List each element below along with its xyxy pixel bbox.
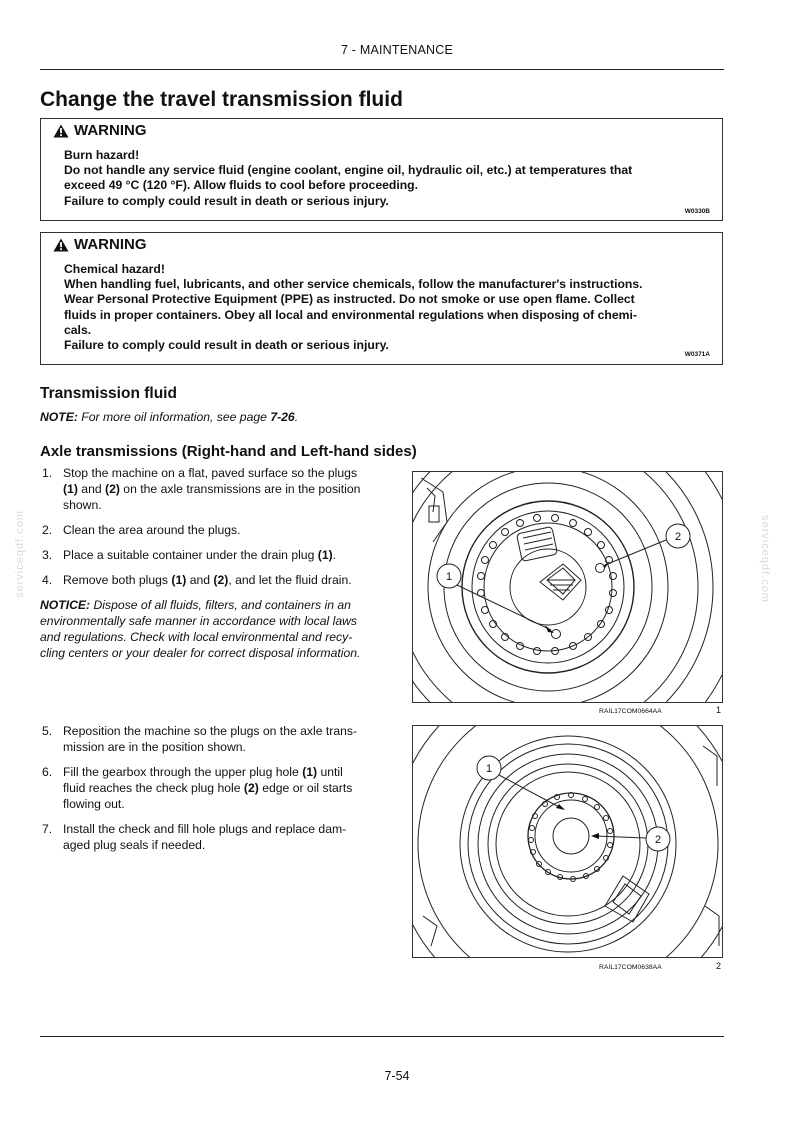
step-text: Fill the gearbox through the upper plug hole	[63, 765, 303, 779]
step-line	[63, 780, 384, 796]
step-7	[40, 821, 384, 853]
figure-1-illustration	[412, 471, 723, 703]
figure-callout: 2	[654, 834, 662, 846]
step-line: Reposition the machine so the plugs on the axle trans-	[63, 724, 358, 738]
warning-line: exceed 49 °C (120 °F). Allow fluids to cool before proceeding.	[64, 178, 419, 193]
step-2	[40, 522, 384, 538]
page-number: 7-54	[384, 1069, 410, 1083]
warning-text	[64, 148, 700, 209]
figure-code: RAIL17COM0664AA	[599, 708, 662, 715]
step-line: Stop the machine on a flat, paved surface so the plugs	[63, 466, 358, 480]
warning-heading	[53, 236, 147, 253]
warning-box-chemical	[40, 232, 723, 365]
header-rule	[40, 69, 724, 70]
step-3	[40, 547, 384, 563]
subsection-heading: Axle transmissions (Right-hand and Left-hand sides)	[40, 443, 417, 460]
step-line: shown.	[63, 498, 102, 512]
step-number: 5.	[42, 724, 53, 738]
warning-heading-text: WARNING	[74, 122, 147, 139]
warning-line: Do not handle any service fluid (engine coolant, engine oil, hydraulic oil, etc.) at temperatures that	[64, 163, 633, 178]
section-heading: Transmission fluid	[40, 385, 177, 402]
warning-line: When handling fuel, lubricants, and other service chemicals, follow the manufacturer's instructions.	[64, 277, 643, 292]
warning-line: fluids in proper containers. Obey all local and environmental regulations when disposing of chemi-	[64, 307, 637, 322]
notice-text: Dispose of all fluids, filters, and containers in an	[90, 598, 351, 612]
page-title: Change the travel transmission fluid	[40, 88, 403, 111]
plug-ref: (1)	[63, 482, 78, 496]
note-text: For more oil information, see page	[77, 410, 271, 424]
warning-line: Wear Personal Protective Equipment (PPE) as instructed. Do not smoke or use open flame. Collect	[64, 292, 635, 307]
footer-rule	[40, 1036, 724, 1037]
notice-label: NOTICE:	[40, 598, 91, 612]
note-page-link[interactable]: 7-26	[270, 410, 295, 424]
step-line: mission are in the position shown.	[63, 740, 246, 754]
plug-ref: (1)	[317, 548, 333, 562]
figure-number: 2	[716, 961, 722, 971]
step-line: Install the check and fill hole plugs and replace dam-	[63, 822, 347, 836]
figure-callout: 2	[674, 531, 682, 543]
step-text: edge or oil starts	[258, 781, 353, 795]
figure-callout: 1	[445, 571, 453, 583]
notice-line: environmentally safe manner in accordance with local laws	[40, 614, 358, 628]
step-line	[63, 481, 384, 497]
warning-code: W0371A	[684, 351, 710, 358]
step-number: 3.	[42, 548, 53, 562]
wheel-hub-drawing	[413, 472, 722, 702]
notice	[40, 597, 384, 661]
wheel-hub-drawing	[413, 726, 722, 957]
figure-2-illustration	[412, 725, 723, 958]
notice-line: cling centers or your dealer for correct disposal information.	[40, 646, 361, 660]
warning-code: W0330B	[684, 208, 710, 215]
step-line: Clean the area around the plugs.	[63, 523, 241, 537]
note-end: .	[294, 410, 299, 424]
notice-line	[40, 597, 384, 613]
warning-box-burn	[40, 118, 723, 221]
step-text: and	[77, 482, 106, 496]
notice-line: and regulations. Check with local environmental and recy-	[40, 630, 353, 644]
warning-heading	[53, 122, 147, 139]
step-number: 7.	[42, 822, 53, 836]
step-5	[40, 723, 384, 755]
warning-line: Failure to comply could result in death or serious injury.	[64, 193, 389, 208]
step-number: 1.	[42, 466, 53, 480]
plug-ref: (2)	[213, 573, 229, 587]
steps-list-a	[40, 465, 384, 661]
warning-line: Chemical hazard!	[64, 262, 165, 276]
step-line	[63, 572, 384, 588]
warning-triangle-icon	[53, 124, 69, 138]
figure-code: RAIL17COM0638AA	[599, 964, 662, 971]
warning-line: Burn hazard!	[64, 148, 140, 162]
note-label: NOTE:	[40, 410, 78, 424]
step-text: and	[186, 573, 214, 587]
watermark-left: serviceqdf.com	[14, 510, 26, 598]
step-line: aged plug seals if needed.	[63, 838, 206, 852]
step-text: Place a suitable container under the drain plug	[63, 548, 318, 562]
warning-line: Failure to comply could result in death or serious injury.	[64, 338, 389, 353]
step-line: flowing out.	[63, 797, 125, 811]
step-4	[40, 572, 384, 588]
warning-triangle-icon	[53, 238, 69, 252]
step-line	[63, 547, 384, 563]
plug-ref: (2)	[105, 482, 120, 496]
step-text: until	[317, 765, 343, 779]
plug-ref: (2)	[243, 781, 259, 795]
warning-text	[64, 262, 700, 353]
step-text: Remove both plugs	[63, 573, 172, 587]
figure-number: 1	[716, 705, 722, 715]
plug-ref: (1)	[171, 573, 187, 587]
note	[40, 410, 298, 424]
figure-callout: 1	[485, 763, 493, 775]
step-number: 4.	[42, 573, 53, 587]
step-6	[40, 764, 384, 812]
step-1	[40, 465, 384, 513]
section-header: 7 - MAINTENANCE	[340, 43, 454, 57]
step-text: .	[332, 548, 337, 562]
steps-list-b	[40, 723, 384, 862]
warning-line: cals.	[64, 322, 92, 337]
step-number: 2.	[42, 523, 53, 537]
plug-ref: (1)	[302, 765, 318, 779]
watermark-right: serviceqdf.com	[759, 515, 771, 603]
step-number: 6.	[42, 765, 53, 779]
step-line	[63, 764, 384, 780]
step-text: fluid reaches the check plug hole	[63, 781, 244, 795]
step-text: , and let the fluid drain.	[228, 573, 352, 587]
warning-heading-text: WARNING	[74, 236, 147, 253]
step-text: on the axle transmissions are in the position	[119, 482, 361, 496]
